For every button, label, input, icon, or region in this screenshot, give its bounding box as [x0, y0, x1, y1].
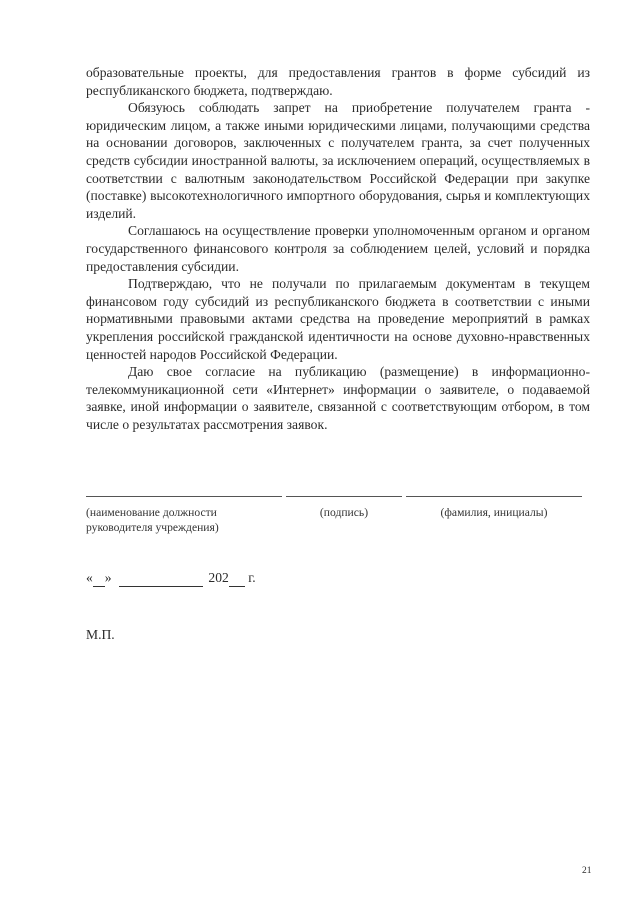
paragraph-no-other-subsidies: Подтверждаю, что не получали по прилагаемым документам в текущем финансовом году субсидий из республиканского бюджета в соответствии с иными нормативными правовыми актами средства на проведение мероприятий в рамках укрепления российской гражданской идентичности на основе духовно-нравственных ценностей народов Российской Федерации. — [86, 276, 590, 362]
document-body — [86, 64, 590, 433]
date-open-quote: « — [86, 570, 93, 585]
date-close-quote: » — [104, 570, 112, 585]
date-line — [86, 570, 256, 587]
position-caption: (наименование должности руководителя учреждения) — [86, 506, 219, 534]
paragraph-audit-consent: Соглашаюсь на осуществление проверки уполномоченным органом и органом государственного финансового контроля за соблюдением целей, условий и порядка предоставления субсидии. — [86, 223, 590, 274]
month-blank — [119, 570, 203, 587]
name-line — [406, 496, 582, 497]
day-blank — [93, 570, 105, 587]
signature-line — [286, 496, 402, 497]
position-line — [86, 496, 282, 497]
page-number: 21 — [582, 866, 592, 876]
year-prefix: 202 — [208, 570, 229, 585]
signature-block — [286, 496, 402, 556]
position-signature-block — [86, 496, 282, 556]
name-caption: (фамилия, инициалы) — [440, 506, 548, 519]
year-blank — [229, 570, 245, 587]
seal-label: М.П. — [86, 627, 115, 642]
paragraph-publication-consent: Даю свое согласие на публикацию (размещение) в информационно-телекоммуникационной сети «Интернет» информации о заявителе, о подаваемой заявке, иной информации о заявителе, связанной с соответствующим отбором, в том числе о результатах рассмотрения заявок. — [86, 364, 590, 432]
year-suffix: г. — [248, 570, 256, 585]
paragraph-currency-ban: Обязуюсь соблюдать запрет на приобретение получателем гранта - юридическим лицом, а также иными юридическими лицами, получающими средства на основании договоров, заключенных с получателем гранта, за счет полученных средств субсидии иностранной валюты, за исключением операций, осуществляемых в соответствии с валютным законодательством Российской Федерации при закупке (поставке) высокотехнологичного импортного оборудования, сырья и комплектующих изделий. — [86, 100, 590, 221]
name-signature-block — [406, 496, 582, 556]
paragraph-intro: образовательные проекты, для предоставления грантов в форме субсидий из республиканского бюджета, подтверждаю. — [86, 65, 590, 98]
signature-caption: (подпись) — [319, 506, 369, 519]
